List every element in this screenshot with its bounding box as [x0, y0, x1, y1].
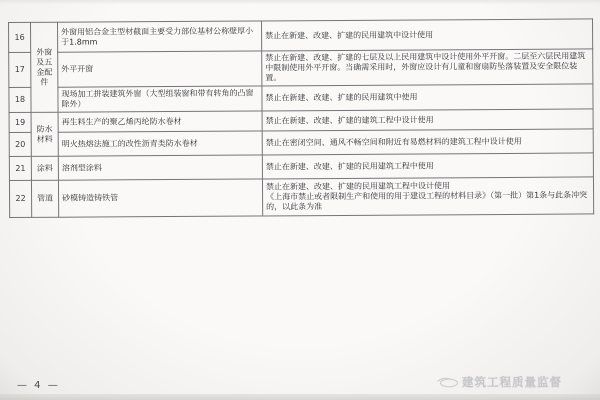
swoosh-logo-icon	[437, 376, 459, 388]
footer-watermark	[437, 374, 562, 390]
restriction-cell: 禁止在新建、改建、扩建的民用建筑工程中使用	[262, 153, 593, 179]
table-row	[9, 177, 593, 218]
restriction-cell: 禁止在新建、改建、扩建的民用建筑工程中设计使用 《上海市禁止或者限制生产和使用的用于建设工程的材料目录》（第一批）第1条与此条冲突的，以此条为准	[262, 177, 593, 216]
page-number: — 4 —	[17, 380, 60, 391]
photo-edge-bottom	[0, 394, 600, 400]
category-cell: 管道	[31, 180, 58, 217]
restriction-cell: 禁止在新建、改建、扩建的建筑工程中设计使用	[262, 109, 593, 131]
row-number: 22	[9, 180, 31, 217]
category-cell: 防水材料	[31, 112, 58, 156]
restriction-cell: 禁止在新建、改建、扩建的民用建筑中设计使用	[261, 19, 592, 51]
watermark-label: 建筑工程质量监督	[462, 375, 562, 389]
restriction-cell: 禁止在密闭空间、通风不畅空间和附近有易燃材料的建筑工程中设计使用	[262, 129, 593, 155]
category-cell: 外窗及五金配件	[31, 22, 59, 112]
restriction-cell: 禁止在新建、改建、扩建的七层及以上民用建筑中设计使用外平开窗。二层至六层民用建筑中限制使用外平开窗。当确需采用时，外窗应设计有儿童和窗扇防坠落装置及安全限位装置。	[262, 49, 593, 86]
row-number: 18	[9, 87, 31, 112]
category-cell: 涂料	[31, 156, 58, 180]
row-number: 16	[9, 22, 31, 52]
material-cell: 明火热熔法施工的改性沥青类防水卷材	[58, 131, 262, 156]
restriction-cell: 禁止在新建、改建、扩建的民用建筑中使用	[262, 84, 593, 111]
material-cell: 溶剂型涂料	[58, 155, 262, 180]
table-row	[9, 19, 593, 53]
table-row	[9, 153, 593, 181]
material-cell: 再生料生产的聚乙烯丙纶防水卷材	[58, 111, 262, 132]
material-cell: 现场加工拼装建筑外窗（大型组装窗和带有转角的凸窗除外）	[58, 86, 262, 112]
table-row	[9, 49, 593, 88]
row-number: 21	[9, 156, 31, 180]
material-cell: 外平开窗	[58, 51, 262, 87]
row-number: 17	[9, 52, 31, 87]
table-row	[9, 84, 593, 113]
material-cell: 砂模铸造铸铁管	[58, 179, 262, 217]
row-number: 19	[9, 112, 31, 132]
row-number: 20	[9, 132, 31, 156]
table-row	[9, 129, 593, 157]
restricted-materials-table	[8, 18, 594, 218]
material-cell: 外窗用铝合金主型材截面主要受力部位基材公称壁厚小于1.8mm	[58, 21, 262, 52]
